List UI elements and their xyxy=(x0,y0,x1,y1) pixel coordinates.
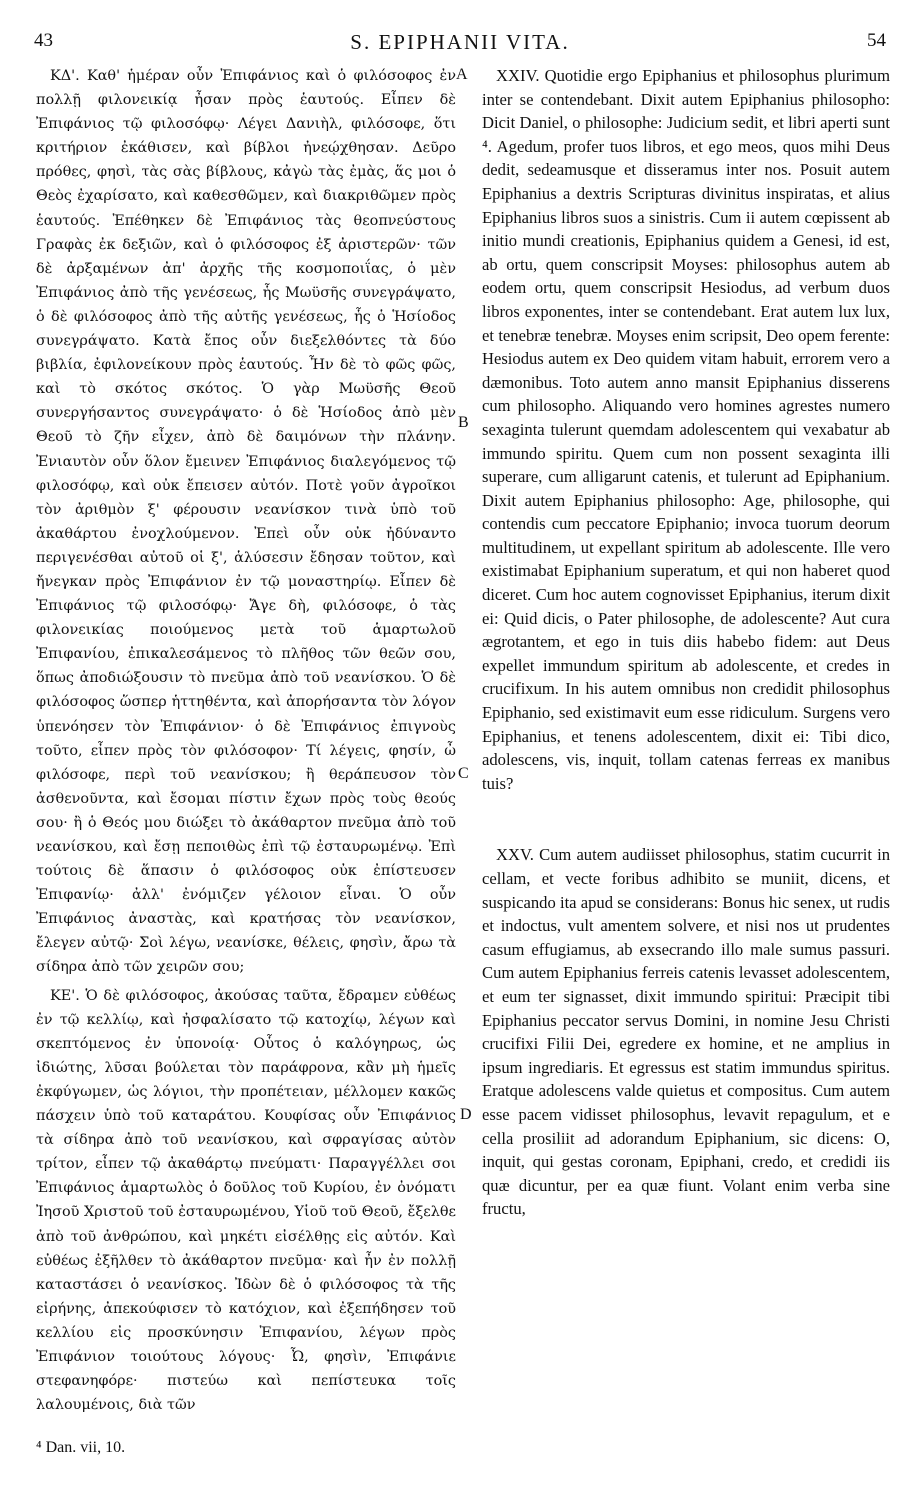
left-page-number: 43 xyxy=(34,30,53,51)
latin-paragraph-24: XXIV. Quotidie ergo Epiphanius et philosophus plurimum inter se contendebant. Dixit autem Epiphanius philosopho: Dicit Daniel, o philosophe: Judicium sedit, et libri aperti sunt ⁴. Agedum, profer tuos libros, et ego meos, quos mihi Deus dedit, sedeamusque et disseramus inter nos. Posuit autem Epiphanius a dextris Scripturas divinitus inspiratas, et alius Epiphanius libros suos a sinistris. Cum ii autem cœpissent ab initio mundi creationis, Epiphanius quidem a Genesi, id est, ab ortu, quem conscripsit Moyses: philosophus autem ab eodem ortu, quem conscripsit Hesiodus, ad verbum duos libros exponentes, inter se contendebant. Erat autem lux lux, et tenebræ tenebræ. Moyses enim scripsit, Deo opem ferente: Hesiodus autem ex Deo quidem vitam habuit, errorem vero a dæmonibus. Toto autem anno mansit Epiphanius disserens cum philosopho. Aliquando vero homines agrestes numero sexaginta tulerunt quemdam adolescentem qui vexabatur ab immundo spiritu. Quem cum non possent sexaginta illi superare, cum alligarunt catenis, et tulerunt ad Epiphanium. Dixit autem Epiphanius philosopho: Age, philosophe, qui contendis cum peccatore Epiphanio; invoca tuorum deorum multitudinem, ut expellant spiritum ab adolescente. Ille vero existimabat Epiphanium superatum, et qui non haberet quod diceret. Cum hoc autem cognovisset Epiphanius, iterum dixit ei: Quid dicis, o Pater philosophe, de adolescente? Aut cura ægrotantem, et ego in tuis diis habebo fidem: aut Deus expellet immundum spiritum ab adolescente, et credes in crucifixum. In his autem omnibus non credidit philosophus Epiphanio, sed existimavit eum esse ridiculum. Surgens vero Epiphanius, et tenens adolescentem, dixit ei: Tibi dico, adolescens, vis, inquit, tollam catenas ferreas ex manibus tuis? xyxy=(482,66,890,793)
right-page-number: 54 xyxy=(867,30,886,51)
margin-marker-c: C xyxy=(458,765,469,782)
greek-column xyxy=(36,64,456,1417)
footnote: ⁴ Dan. vii, 10. xyxy=(36,1439,126,1456)
latin-column xyxy=(482,64,890,1221)
page-header xyxy=(34,30,886,58)
margin-marker-d: D xyxy=(460,1106,472,1123)
margin-marker-a: A xyxy=(456,66,468,83)
greek-paragraph-24: ΚΔ'. Καθ' ἡμέραν οὖν Ἐπιφάνιος καὶ ὁ φιλόσοφος ἐν πολλῇ φιλονεικίᾳ ἦσαν πρὸς ἑαυτούς. Εἶπεν δὲ Ἐπιφάνιος τῷ φιλοσόφῳ· Λέγει Δανιὴλ, φιλόσοφε, ὅτι κριτήριον ἐκάθισεν, καὶ βίβλοι ἠνεῴχθησαν. Δεῦρο πρόθες, φησὶ, τὰς σὰς βίβλους, κἀγὼ τὰς ἐμὰς, ἅς μοι ὁ Θεὸς ἐχαρίσατο, καὶ καθεσθῶμεν, καὶ διακριθῶμεν πρὸς ἑαυτούς. Ἐπέθηκεν δὲ Ἐπιφάνιος τὰς θεοπνεύστους Γραφὰς ἐκ δεξιῶν, καὶ ὁ φιλόσοφος ἐξ ἀριστερῶν· τῶν δὲ ἀρξαμένων ἀπ' ἀρχῆς τῆς κοσμοποιΐας, ὁ μὲν Ἐπιφάνιος ἀπὸ τῆς γενέσεως, ἧς Μωϋσῆς συνεγράψατο, ὁ δὲ φιλόσοφος ἀπὸ τῆς αὐτῆς γενέσεως, ἧς ὁ Ἡσίοδος συνεγράψατο. Κατὰ ἔπος οὖν διεξελθόντες τὰ δύο βιβλία, ἐφιλονείκουν πρὸς ἑαυτούς. Ἦν δὲ τὸ φῶς φῶς, καὶ τὸ σκότος σκότος. Ὁ γὰρ Μωϋσῆς Θεοῦ συνεργήσαντος συνεγράψατο· ὁ δὲ Ἡσίοδος ἀπὸ μὲν Θεοῦ τὸ ζῆν εἶχεν, ἀπὸ δὲ δαιμόνων τὴν πλάνην. Ἐνιαυτὸν οὖν ὅλον ἔμεινεν Ἐπιφάνιος διαλεγόμενος τῷ φιλοσόφῳ, καὶ οὐκ ἔπεισεν αὐτόν. Ποτὲ γοῦν ἀγροῖκοι τὸν ἀριθμὸν ξ' φέρουσιν νεανίσκον τινὰ ὑπὸ τοῦ ἀκαθάρτου ἐνοχλούμενον. Ἐπεὶ οὖν οὐκ ἠδύναντο περιγενέσθαι αὐτοῦ οἱ ξ', ἁλύσεσιν ἔδησαν τοῦτον, καὶ ἤνεγκαν πρὸς Ἐπιφάνιον ἐν τῷ μοναστηρίῳ. Εἶπεν δὲ Ἐπιφάνιος τῷ φιλοσόφῳ· Ἄγε δὴ, φιλόσοφε, ὁ τὰς φιλονεικίας ποιούμενος μετὰ τοῦ ἁμαρτωλοῦ Ἐπιφανίου, ἐπικαλεσάμενος τὸ πλῆθος τῶν θεῶν σου, ὅπως ἀποδιώξουσιν τὸ πνεῦμα ἀπὸ τοῦ νεανίσκου. Ὁ δὲ φιλόσοφος ὥσπερ ἡττηθέντα, καὶ ἀπορήσαντα τὸν λόγον ὑπενόησεν τὸν Ἐπιφάνιον· ὁ δὲ Ἐπιφάνιος ἐπιγνοὺς τοῦτο, εἶπεν πρὸς τὸν φιλόσοφον· Τί λέγεις, φησίν, ὦ φιλόσοφε, περὶ τοῦ νεανίσκου; ἢ θεράπευσον τὸν ἀσθενοῦντα, καὶ ἔσομαι πίστιν ἔχων πρὸς τοὺς θεούς σου· ἢ ὁ Θεός μου διώξει τὸ ἀκάθαρτον πνεῦμα ἀπὸ τοῦ νεανίσκου, καὶ ἔσῃ πεποιθὼς ἐπὶ τῷ ἐσταυρωμένῳ. Ἐπὶ τούτοις δὲ ἅπασιν ὁ φιλόσοφος οὐκ ἐπίστευσεν Ἐπιφανίῳ· ἀλλ' ἐνόμιζεν γέλοιον εἶναι. Ὁ οὖν Ἐπιφάνιος ἀναστὰς, καὶ κρατήσας τὸν νεανίσκον, ἔλεγεν αὐτῷ· Σοὶ λέγω, νεανίσκε, θέλεις, φησὶν, ἄρω τὰ σίδηρα ἀπὸ τῶν χειρῶν σου; xyxy=(36,68,456,976)
margin-marker-b: B xyxy=(458,414,469,431)
greek-paragraph-25: ΚΕ'. Ὁ δὲ φιλόσοφος, ἀκούσας ταῦτα, ἔδραμεν εὐθέως ἐν τῷ κελλίῳ, καὶ ἠσφαλίσατο τῷ κατοχίῳ, λέγων καὶ σκεπτόμενος ἐν ὑπονοίᾳ· Οὗτος ὁ καλόγηρως, ὡς ἰδιώτης, λῦσαι βούλεται τὸν παράφρονα, κἂν μὴ ἡμεῖς ἐκφύγωμεν, ὡς λόγιοι, τὴν προπέτειαν, μέλλομεν κακῶς πάσχειν ὑπὸ τοῦ καταράτου. Κουφίσας οὖν Ἐπιφάνιος τὰ σίδηρα ἀπὸ τοῦ νεανίσκου, καὶ σφραγίσας αὐτὸν τρίτον, εἶπεν τῷ ἀκαθάρτῳ πνεύματι· Παραγγέλλει σοι Ἐπιφάνιος ἁμαρτωλὸς ὁ δοῦλος τοῦ Κυρίου, ἐν ὀνόματι Ἰησοῦ Χριστοῦ τοῦ ἐσταυρωμένου, Υἱοῦ τοῦ Θεοῦ, ἔξελθε ἀπὸ τοῦ ἀνθρώπου, καὶ μηκέτι εἰσέλθῃς εἰς αὐτόν. Καὶ εὐθέως ἐξῆλθεν τὸ ἀκάθαρτον πνεῦμα· καὶ ἦν ἐν πολλῇ καταστάσει ὁ νεανίσκος. Ἰδὼν δὲ ὁ φιλόσοφος τὰ τῆς εἰρήνης, ἀπεκούφισεν τὸ κατόχιον, καὶ ἐξεπήδησεν τοῦ κελλίου εἰς προσκύνησιν Ἐπιφανίου, λέγων πρὸς Ἐπιφάνιον τοιούτους λόγους· Ὦ, φησὶν, Ἐπιφάνιε στεφανηφόρε· πιστεύω καὶ πεπίστευκα τοῖς λαλουμένοις, διὰ τῶν xyxy=(36,987,456,1414)
running-title: S. EPIPHANII VITA. xyxy=(350,30,570,54)
latin-paragraph-25: XXV. Cum autem audiisset philosophus, statim cucurrit in cellam, et vecte foribus adhibito se muniit, dicens, et suspicando ita apud se considerans: Bonus hic senex, ut rudis et indoctus, vult amentem solvere, et nisi nos ut prudentes casum effugiamus, ab exsecrando illo male sumus passuri. Cum autem Epiphanius ferreis catenis levasset adolescentem, et eum ter signasset, dixit immundo spiritui: Præcipit tibi Epiphanius peccator servus Domini, in nomine Jesu Christi crucifixi Filii Dei, egredere ex homine, et ne amplius in ipsum ingrediaris. Et egressus est statim immundus spiritus. Eratque adolescens valde quietus et compositus. Cum autem esse pacem vidisset philosophus, levavit repagulum, et e cella prosiliit ad adorandum Epiphanium, sic dicens: O, inquit, qui gestas coronam, Epiphani, credo, et credidi iis quæ dicuntur, per ea quæ fiunt. Volant enim verba sine fructu, xyxy=(482,845,890,1219)
